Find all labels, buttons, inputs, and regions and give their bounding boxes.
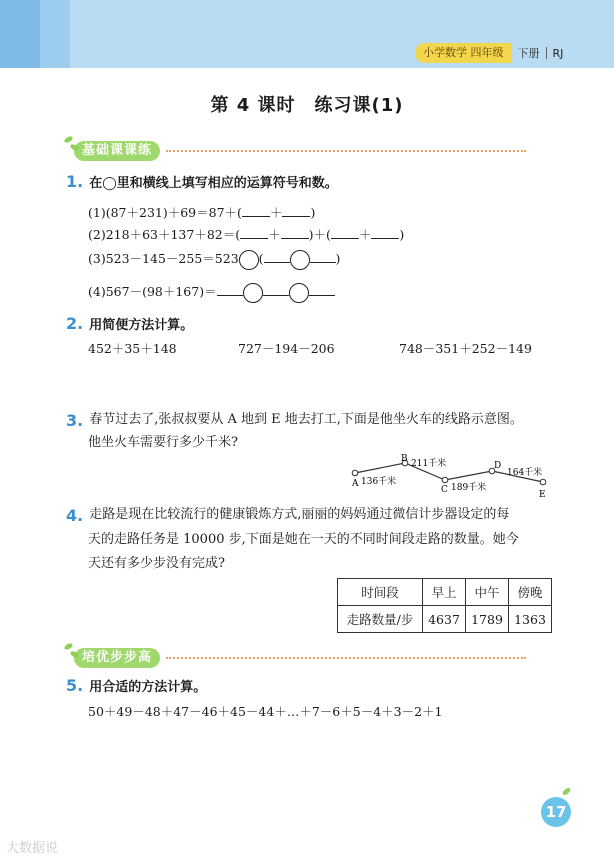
train-route-map xyxy=(340,452,560,500)
operator-circle[interactable] xyxy=(289,283,309,303)
leaf-icon xyxy=(561,787,571,797)
answer-blank[interactable] xyxy=(331,226,359,239)
q1-line-1 xyxy=(88,203,315,221)
expr-text: ) xyxy=(310,205,316,220)
question-text: 他坐火车需要行多少千米? xyxy=(88,435,238,450)
leaf-icon xyxy=(63,135,73,144)
q2-expression: 452＋35＋148 xyxy=(88,341,177,356)
expr-text: (2)218＋63＋137＋82＝( xyxy=(88,227,241,242)
table-header-cell: 傍晚 xyxy=(509,579,552,606)
expr-text: (1)(87＋231)＋69＝87＋( xyxy=(88,205,242,220)
header-band xyxy=(40,0,70,68)
distance-label: 211千米 xyxy=(411,459,447,469)
leaf-icon xyxy=(63,642,73,651)
expr-text: ＋ xyxy=(268,227,281,242)
table-header-cell: 早上 xyxy=(423,579,466,606)
station-label: B xyxy=(401,454,408,464)
expr-text: ) xyxy=(335,251,341,266)
dotted-divider xyxy=(166,657,526,659)
table-row xyxy=(338,579,552,606)
question-text: 用合适的方法计算。 xyxy=(89,680,207,695)
header-band xyxy=(0,0,40,68)
expr-text: ) xyxy=(399,227,405,242)
expr-text: (3)523－145－255＝523 xyxy=(88,251,239,266)
question-text: 用简便方法计算。 xyxy=(89,318,194,333)
q2-expression: 748－351＋252－149 xyxy=(399,341,532,356)
subject-label: 小学数学 四年级 xyxy=(415,43,512,63)
section-advanced xyxy=(74,648,526,668)
answer-blank[interactable] xyxy=(242,204,270,217)
section-basic xyxy=(74,141,526,161)
table-header-cell: 中午 xyxy=(466,579,509,606)
operator-circle[interactable] xyxy=(290,250,310,270)
answer-blank[interactable] xyxy=(217,283,243,296)
question-5-heading xyxy=(66,676,206,695)
expr-text: )＋( xyxy=(308,227,331,242)
page-header xyxy=(0,0,614,68)
answer-blank[interactable] xyxy=(281,226,309,239)
question-number: 3. xyxy=(66,410,84,430)
q1-line-4 xyxy=(88,282,335,303)
operator-circle[interactable] xyxy=(239,250,259,270)
question-text: 春节过去了,张叔叔要从 A 地到 E 地去打工,下面是他坐火车的线路示意图。 xyxy=(89,412,523,427)
q1-line-3 xyxy=(88,249,340,270)
station-label: E xyxy=(539,490,546,500)
question-number: 1. xyxy=(66,172,84,191)
expr-text: ＋ xyxy=(358,227,372,242)
table-cell: 走路数量/步 xyxy=(338,606,423,633)
section-label: 培优步步高 xyxy=(74,648,160,668)
answer-blank[interactable] xyxy=(310,250,336,263)
answer-blank[interactable] xyxy=(309,283,335,296)
answer-blank[interactable] xyxy=(263,283,289,296)
table-header-cell: 时间段 xyxy=(338,579,423,606)
edition-label: RJ xyxy=(552,46,564,60)
answer-blank[interactable] xyxy=(240,226,268,239)
expr-text: (4)567－(98＋167)＝ xyxy=(88,284,217,299)
page-title: 第 4 课时 练习课(1) xyxy=(210,95,404,116)
expr-text: ＋ xyxy=(269,205,283,220)
volume-label: 下册 xyxy=(517,47,540,60)
question-number: 4. xyxy=(66,505,84,525)
question-text: 天还有多少步没有完成? xyxy=(88,556,225,571)
table-cell: 1363 xyxy=(509,606,552,633)
station-point xyxy=(442,477,448,483)
station-label: C xyxy=(441,485,448,495)
question-text: 在◯里和横线上填写相应的运算符号和数。 xyxy=(89,176,338,191)
question-text: 天的走路任务是 10000 步,下面是她在一天的不同时间段走路的数量。她今 xyxy=(88,532,519,547)
station-point xyxy=(540,479,546,485)
watermark: 大数据说 xyxy=(6,841,59,856)
table-cell: 1789 xyxy=(466,606,509,633)
q5-expression: 50＋49－48＋47－46＋45－44＋…＋7－6＋5－4＋3－2＋1 xyxy=(88,704,443,719)
question-1-heading xyxy=(66,172,338,191)
distance-label: 136千米 xyxy=(361,477,397,487)
header-tag xyxy=(415,43,614,63)
distance-label: 189千米 xyxy=(451,483,487,493)
q1-line-2 xyxy=(88,225,404,243)
station-label: A xyxy=(352,479,359,489)
question-number: 5. xyxy=(66,676,84,695)
table-cell: 4637 xyxy=(423,606,466,633)
table-row xyxy=(338,606,552,633)
station-label: D xyxy=(494,461,502,471)
question-2-heading xyxy=(66,314,193,333)
question-number: 2. xyxy=(66,314,84,333)
answer-blank[interactable] xyxy=(282,204,310,217)
answer-blank[interactable] xyxy=(371,226,399,239)
dotted-divider xyxy=(166,150,526,152)
section-label: 基础课课练 xyxy=(74,141,160,161)
operator-circle[interactable] xyxy=(243,283,263,303)
answer-blank[interactable] xyxy=(264,250,290,263)
distance-label: 164千米 xyxy=(507,468,543,478)
walking-steps-table xyxy=(337,578,552,633)
station-point xyxy=(352,470,358,476)
question-text: 走路是现在比较流行的健康锻炼方式,丽丽的妈妈通过微信计步器设定的每 xyxy=(89,507,510,522)
page-number: 17 xyxy=(541,797,571,827)
question-4-heading xyxy=(66,502,509,528)
expr-text: ( xyxy=(258,251,264,266)
q2-expression: 727－194－206 xyxy=(238,341,335,356)
